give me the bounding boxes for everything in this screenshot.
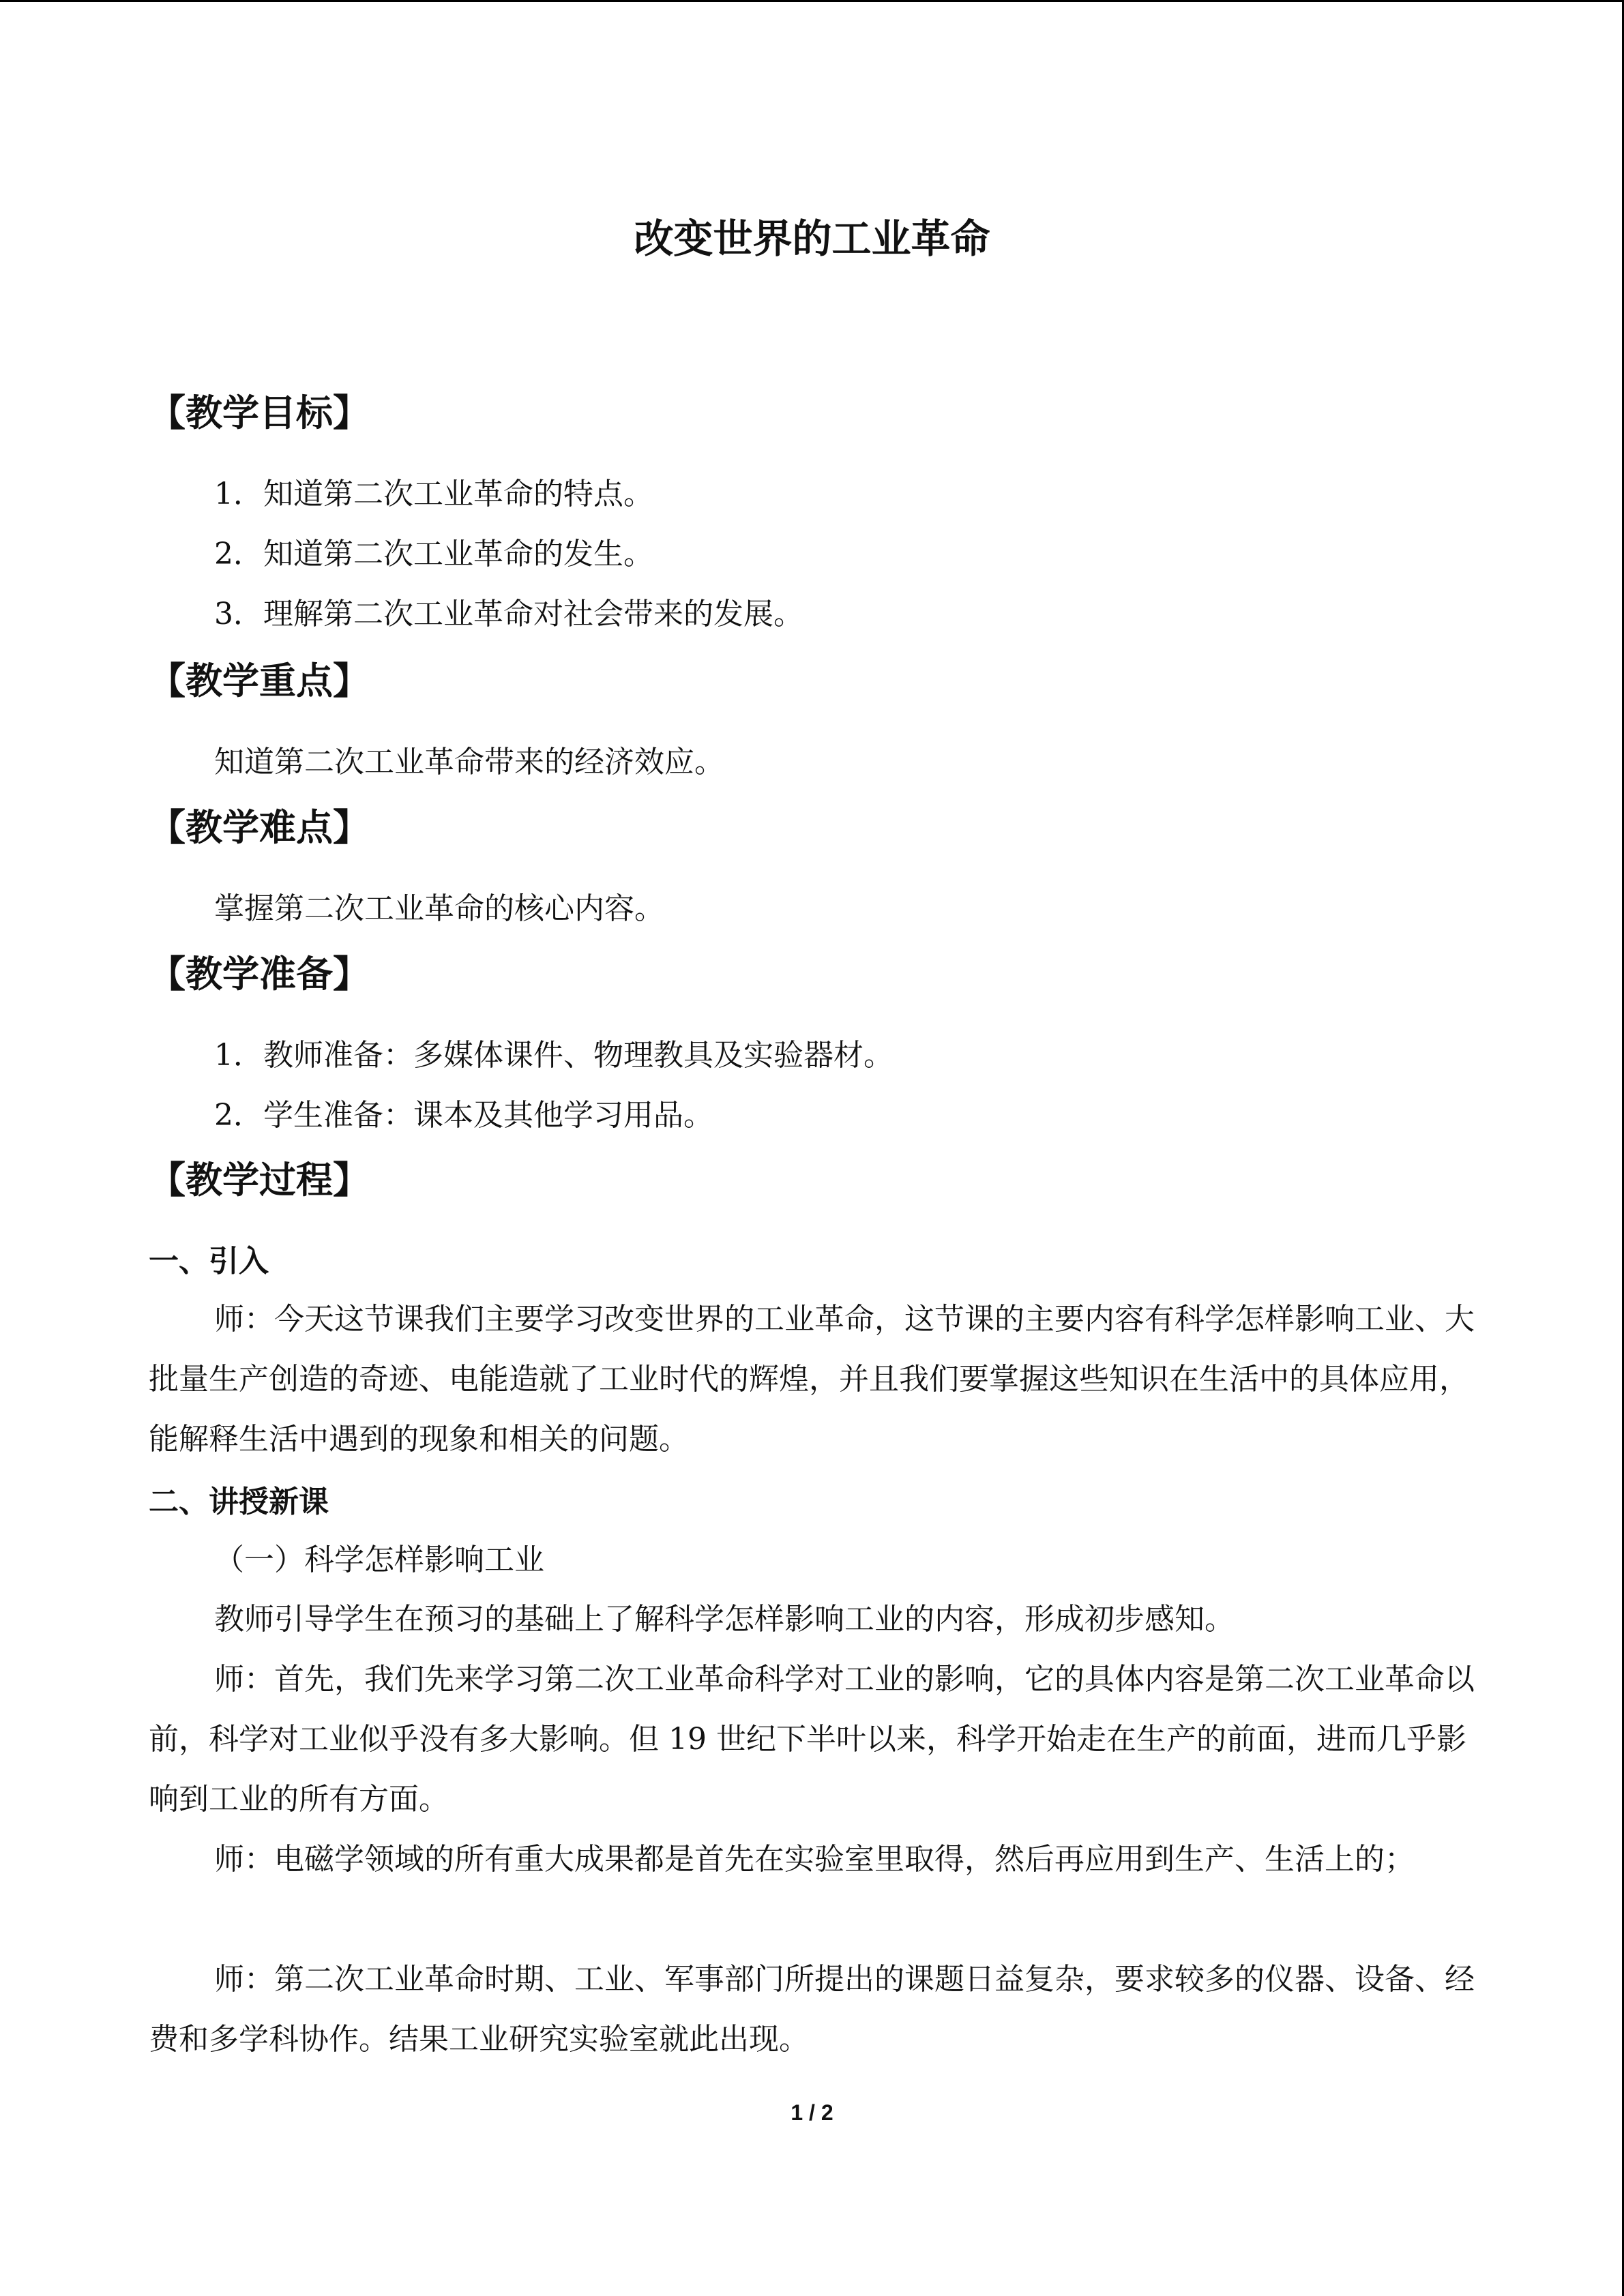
part2-subheading: （一）科学怎样影响工业 <box>214 1542 544 1577</box>
heading-difficulty: 【教学难点】 <box>149 805 370 849</box>
body-paragraph: 师：电磁学领域的所有重大成果都是首先在实验室里取得，然后再应用到生产、生活上的； <box>214 1842 1415 1877</box>
part1-paragraph: 师：今天这节课我们主要学习改变世界的工业革命，这节课的主要内容有科学怎样影响工业、大批量生产创造的奇迹、电能造就了工业时代的辉煌，并且我们要掌握这些知识在生活中的具体应用，能解释生活中遇到的现象和相关的问题。 <box>149 1302 1475 1457</box>
preparation-item: 2．学生准备：课本及其他学习用品。 <box>214 1098 713 1133</box>
document-title: 改变世界的工业革命 <box>634 215 990 262</box>
heading-goals: 【教学目标】 <box>149 391 370 434</box>
part1-heading: 一、引入 <box>149 1244 269 1279</box>
heading-preparation: 【教学准备】 <box>149 952 370 996</box>
body-paragraph: 教师引导学生在预习的基础上了解科学怎样影响工业的内容，形成初步感知。 <box>214 1602 1235 1637</box>
part2-heading: 二、讲授新课 <box>149 1485 329 1519</box>
heading-process: 【教学过程】 <box>149 1158 370 1202</box>
goal-item: 2．知道第二次工业革命的发生。 <box>214 537 653 571</box>
difficulty-text: 掌握第二次工业革命的核心内容。 <box>214 891 664 926</box>
body-paragraph: 师：首先，我们先来学习第二次工业革命科学对工业的影响，它的具体内容是第二次工业革命以前，科学对工业似乎没有多大影响。但 19 世纪下半叶以来，科学开始走在生产的前面，进而几乎影响到工业的所有方面。 <box>149 1662 1475 1817</box>
body-paragraph: 师：第二次工业革命时期、工业、军事部门所提出的课题日益复杂，要求较多的仪器、设备、经费和多学科协作。结果工业研究实验室就此出现。 <box>149 1962 1475 2057</box>
goal-item: 3．理解第二次工业革命对社会带来的发展。 <box>214 597 803 631</box>
page-number: 1 / 2 <box>791 2100 833 2125</box>
goal-item: 1．知道第二次工业革命的特点。 <box>214 477 653 511</box>
key-point-text: 知道第二次工业革命带来的经济效应。 <box>214 745 724 779</box>
heading-key-point: 【教学重点】 <box>149 659 370 702</box>
preparation-item: 1．教师准备：多媒体课件、物理教具及实验器材。 <box>214 1038 894 1073</box>
